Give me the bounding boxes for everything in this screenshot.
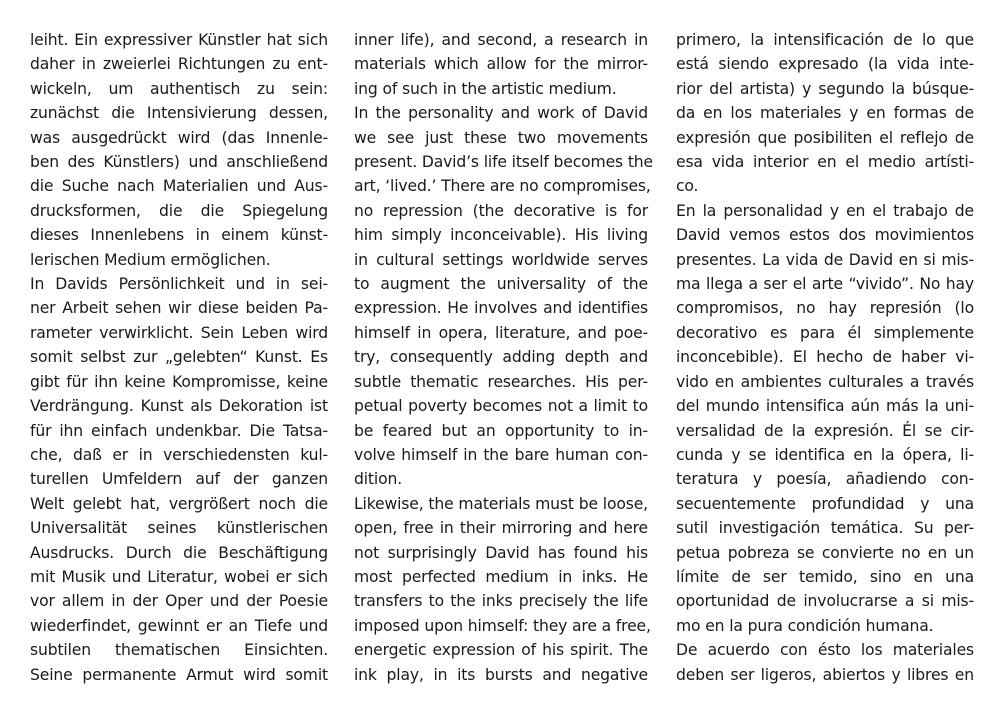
text-line: art, ‘lived.’ There are no compromises,	[354, 177, 651, 196]
text-line: da en los materiales y en formas de	[676, 104, 974, 123]
text-line: ing of such in the artistic medium.	[354, 79, 617, 98]
text-line: presentes. La vida de David en si mis-	[676, 250, 974, 269]
text-line: esa vida interior en el medio artísti-	[676, 153, 974, 172]
text-line: che, daß er in verschiedensten kul-	[30, 445, 328, 464]
text-line: himself in opera, literature, and poe-	[354, 323, 648, 342]
text-line: not surprisingly David has found his	[354, 543, 648, 562]
text-line: lerischen Medium ermöglichen.	[30, 250, 271, 269]
text-line: oportunidad de involucrarse a si mis-	[676, 592, 974, 611]
text-line: mo en la pura condición humana.	[676, 616, 934, 635]
text-line: him simply inconceivable). His living	[354, 226, 648, 245]
text-line: rameter verwirklicht. Sein Leben wird	[30, 323, 328, 342]
english-text-column	[354, 28, 653, 687]
text-line: está siendo expresado (la vida inte-	[676, 55, 974, 74]
text-line: drucksformen, die die Spiegelung	[30, 201, 328, 220]
text-line: compromisos, no hay represión (lo	[676, 299, 974, 318]
text-line: De acuerdo con ésto los materiales	[676, 641, 974, 660]
text-line: materials which allow for the mirror-	[354, 55, 648, 74]
text-line: Likewise, the materials must be loose,	[354, 494, 648, 513]
text-line: imposed upon himself: they are a free,	[354, 616, 651, 635]
text-line: teratura y poesía, añadiendo con-	[676, 470, 974, 489]
text-line: vor allem in der Oper und der Poesie	[30, 592, 328, 611]
text-line: to augment the universality of the	[354, 275, 648, 294]
text-line: expresión que posibiliten el reflejo de	[676, 128, 974, 147]
text-line: primero, la intensificación de lo que	[676, 31, 974, 49]
text-line: cunda y se identifica en la ópera, li-	[676, 445, 974, 464]
text-line: Ausdrucks. Durch die Beschäftigung	[30, 543, 328, 562]
text-line: inner life), and second, a research in	[354, 31, 648, 49]
text-line: wickeln, um authentisch zu sein:	[30, 79, 328, 98]
text-line: subtle thematic researches. His per-	[354, 372, 648, 391]
text-line: ben des Künstlers) und anschließend	[30, 153, 328, 172]
text-line: Seine permanente Armut wird somit	[30, 665, 328, 684]
text-line: del mundo intensifica aún más la uni-	[676, 397, 974, 416]
text-line: decorativo es para él simplemente	[676, 323, 974, 342]
text-line: für ihn einfach undenkbar. Die Tatsa-	[30, 421, 328, 440]
text-line: expression. He involves and identifies	[354, 299, 648, 318]
text-line: petua pobreza se convierte no en un	[676, 543, 974, 562]
text-line: somit selbst zur „gelebten“ Kunst. Es	[30, 348, 328, 367]
text-line: subtilen thematischen Einsichten.	[30, 641, 328, 660]
text-line: volve himself in the bare human con-	[354, 445, 648, 464]
text-line: co.	[676, 177, 699, 196]
german-text-column	[30, 28, 328, 687]
text-line: ner Arbeit sehen wir diese beiden Pa-	[30, 299, 328, 318]
text-line: Verdrängung. Kunst als Dekoration ist	[30, 397, 328, 416]
text-line: turellen Umfeldern auf der ganzen	[30, 470, 328, 489]
text-line: open, free in their mirroring and here	[354, 519, 648, 538]
text-line: versalidad de la expresión. Él se cir-	[676, 421, 974, 440]
text-line: in cultural settings worldwide serves	[354, 250, 648, 269]
text-line: was ausgedrückt wird (das Innenle-	[30, 128, 328, 147]
text-line: present. David’s life itself becomes the	[354, 153, 653, 172]
text-line: Universalität seines künstlerischen	[30, 519, 328, 538]
text-line: leiht. Ein expressiver Künstler hat sich	[30, 31, 328, 49]
text-line: ma llega a ser el arte “vivido”. No hay	[676, 275, 974, 294]
text-line: daher in zweierlei Richtungen zu ent-	[30, 55, 328, 74]
text-line: inconcebible). El hecho de haber vi-	[676, 348, 974, 367]
text-line: mit Musik und Literatur, wobei er sich	[30, 567, 328, 586]
text-line: sutil investigación temática. Su per-	[676, 519, 974, 538]
text-line: zunächst die Intensivierung dessen,	[30, 104, 328, 123]
spanish-text-column	[676, 28, 974, 687]
text-line: be feared but an opportunity to in-	[354, 421, 648, 440]
text-line: límite de ser temido, sino en una	[676, 567, 974, 586]
text-line: David vemos estos dos movimientos	[676, 226, 974, 245]
text-line: rior del artista) y segundo la búsque-	[676, 79, 974, 98]
text-line: no repression (the decorative is for	[354, 201, 648, 220]
text-line: Welt gelebt hat, vergrößert noch die	[30, 494, 328, 513]
text-line: ink play, in its bursts and negative	[354, 665, 648, 684]
text-line: petual poverty becomes not a limit to	[354, 397, 648, 416]
text-line: most perfected medium in inks. He	[354, 567, 648, 586]
text-line: deben ser ligeros, abiertos y libres en	[676, 665, 974, 684]
text-line: En la personalidad y en el trabajo de	[676, 201, 974, 220]
text-line: In the personality and work of David	[354, 104, 648, 123]
text-line: wiederfindet, gewinnt er an Tiefe und	[30, 616, 328, 635]
text-line: gibt für ihn keine Kompromisse, keine	[30, 372, 328, 391]
text-line: vido en ambientes culturales a través	[676, 372, 974, 391]
text-line: try, consequently adding depth and	[354, 348, 648, 367]
text-line: dieses Innenlebens in einem künst-	[30, 226, 328, 245]
text-line: secuentemente profundidad y una	[676, 494, 974, 513]
text-line: die Suche nach Materialien und Aus-	[30, 177, 328, 196]
text-line: we see just these two movements	[354, 128, 648, 147]
text-line: dition.	[354, 470, 403, 489]
text-line: In Davids Persönlichkeit und in sei-	[30, 275, 328, 294]
text-line: energetic expression of his spirit. The	[354, 641, 648, 660]
text-line: transfers to the inks precisely the life	[354, 592, 648, 611]
